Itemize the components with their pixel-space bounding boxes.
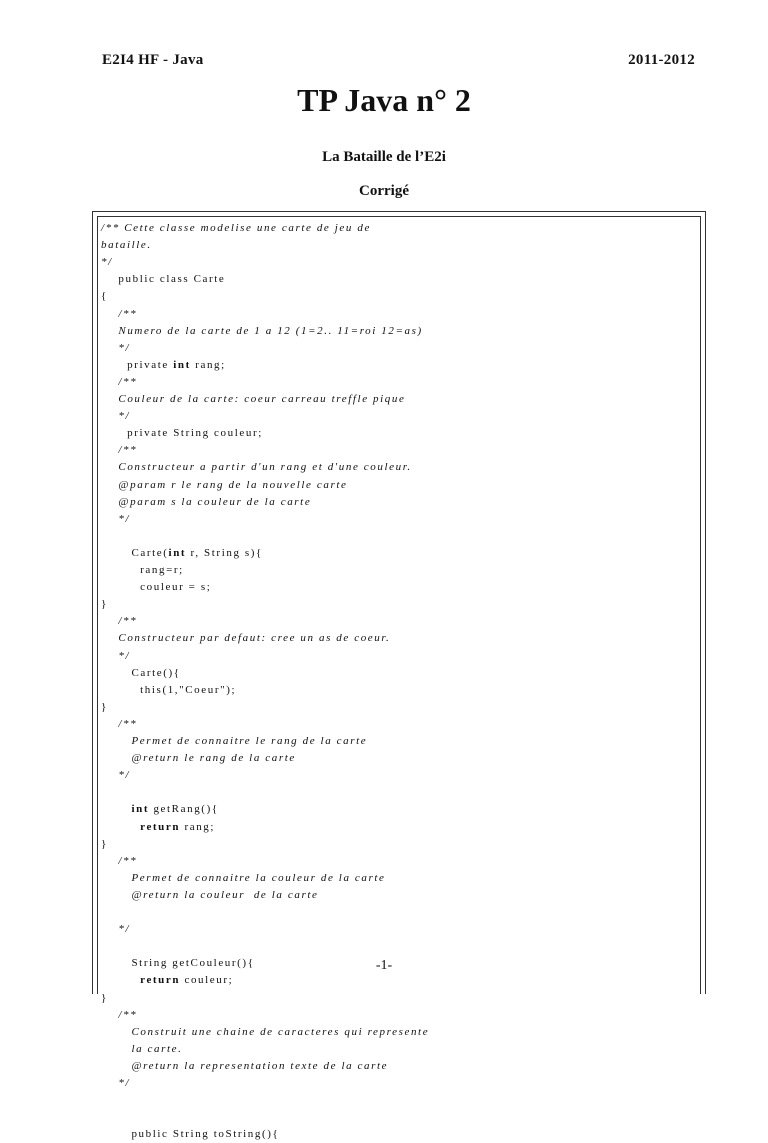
code-line: /** Cette classe modelise une carte de jeu de xyxy=(101,222,371,234)
code-line: Permet de connaitre le rang de la carte xyxy=(101,735,368,747)
code-line: /** xyxy=(101,717,138,730)
code-line: return couleur; xyxy=(140,974,234,987)
code-line: /** xyxy=(101,444,138,457)
code-line: couleur = s; xyxy=(101,581,212,594)
code-line: } xyxy=(101,700,108,713)
code-line: bataille. xyxy=(101,239,152,252)
code-line: Construit une chaine de caracteres qui represente xyxy=(101,1025,430,1038)
code-line: public class Carte xyxy=(101,273,226,286)
code-line: @return la couleur de la carte xyxy=(101,888,319,901)
code-line: private int rang; xyxy=(101,358,226,371)
code-line: /** xyxy=(101,854,138,867)
code-line: int getRang(){ xyxy=(131,803,219,816)
code-line: Permet de connaitre la couleur de la carte xyxy=(101,871,386,884)
code-line: /** xyxy=(101,307,138,320)
code-line: /** xyxy=(101,1008,138,1021)
header-year: 2011-2012 xyxy=(628,52,695,68)
corrige-label: Corrigé xyxy=(359,183,409,199)
code-line: @return le rang de la carte xyxy=(101,752,296,765)
code-line: private String couleur; xyxy=(101,427,263,440)
code-line: */ xyxy=(101,769,131,782)
code-line: Constructeur par defaut: cree un as de coeur. xyxy=(101,632,391,645)
page-title: TP Java n° 2 xyxy=(297,82,471,118)
code-line: Constructeur a partir d'un rang et d'une couleur. xyxy=(101,461,412,474)
code-line: String getCouleur(){ xyxy=(101,957,255,970)
code-line: { xyxy=(101,290,108,303)
code-line: @param r le rang de la nouvelle carte xyxy=(101,478,348,491)
code-line: } xyxy=(101,837,108,850)
code-line: public String toString(){ xyxy=(101,1128,280,1141)
code-line: */ xyxy=(101,341,131,354)
code-line: */ xyxy=(101,649,131,662)
code-line: */ xyxy=(101,410,131,423)
code-line: /** xyxy=(101,375,138,388)
code-line: */ xyxy=(101,256,113,269)
code-line: @return la representation texte de la carte xyxy=(101,1059,389,1072)
code-line: Carte(int r, String s){ xyxy=(101,546,263,559)
code-line: @param s la couleur de la carte xyxy=(101,495,312,508)
code-line: /** xyxy=(101,615,138,628)
header-course: E2I4 HF - Java xyxy=(102,52,204,68)
code-line: } xyxy=(101,991,108,1004)
page-subtitle: La Bataille de l’E2i xyxy=(322,149,446,165)
code-line: */ xyxy=(101,923,131,936)
code-line: } xyxy=(101,598,108,611)
code-line: */ xyxy=(101,1077,131,1089)
code-line: la carte. xyxy=(101,1042,183,1055)
code-line: Couleur de la carte: coeur carreau treffle pique xyxy=(101,393,406,405)
code-line: Numero de la carte de 1 a 12 (1=2.. 11=roi 12=as) xyxy=(101,324,423,337)
page-number: -1- xyxy=(375,958,393,973)
code-line: Carte(){ xyxy=(101,666,181,679)
code-line: */ xyxy=(101,512,131,525)
code-line: rang=r; xyxy=(101,564,184,576)
code-line: return rang; xyxy=(140,820,216,833)
code-line: this(1,"Coeur"); xyxy=(101,683,237,696)
